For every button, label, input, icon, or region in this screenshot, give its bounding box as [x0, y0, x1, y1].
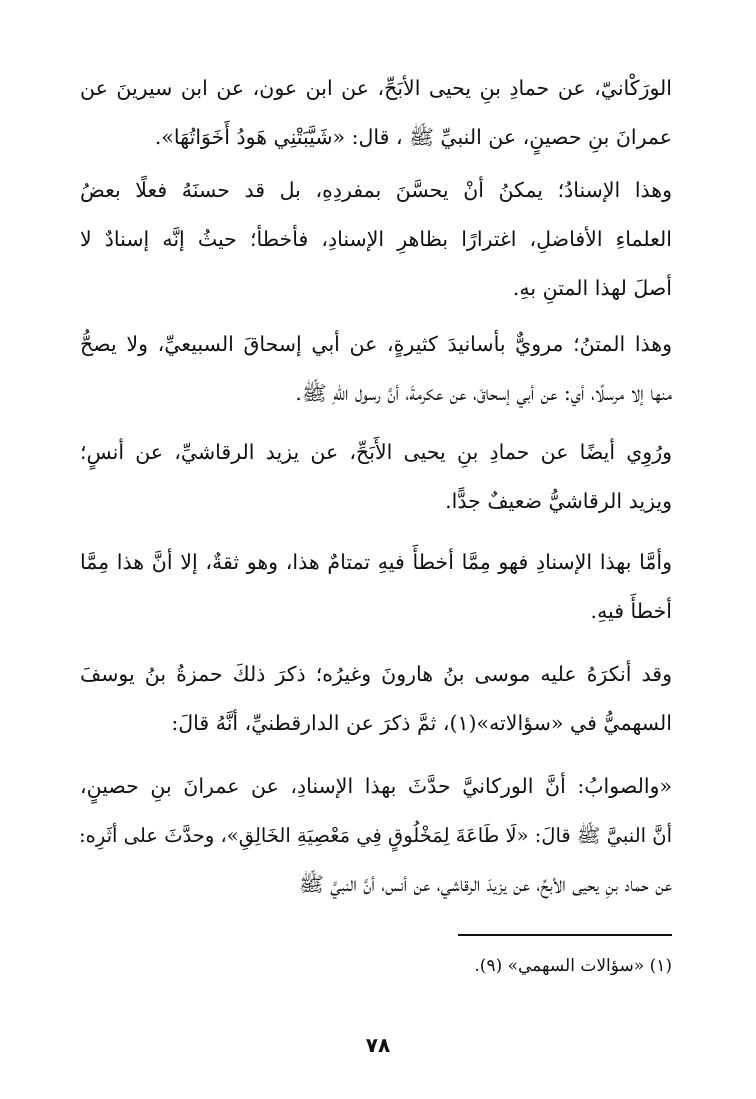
paragraph-line: وأمَّا بهذا الإسنادِ فهو مِمَّا أخطأَ فيهِ تمتامٌ هذا، وهو ثقةٌ، إلا أنَّ هذا مِمَّا — [80, 550, 672, 574]
paragraph-5 — [80, 538, 672, 636]
paragraph-line: وهذا الإسنادُ؛ يمكنُ أنْ يحسَّنَ بمفردِهِ، بل قد حسنَهُ فعلًا بعضُ — [80, 178, 672, 202]
paragraph-line: ويزيد الرقاشيُّ ضعيفٌ جدًّا. — [445, 489, 672, 513]
paragraph-line: عمرانَ بنِ حصينٍ، عن النبيِّ ﷺ ، قال: «شَيَّبَتْنِي هَودُ أَخَوَاتُهَا». — [154, 125, 672, 149]
paragraph-line: الورَكْانيّ، عن حمادِ بنِ يحيى الأبَحِّ، عن ابن عون، عن ابن سيرينَ عن — [80, 76, 672, 100]
paragraph-3 — [80, 320, 672, 418]
paragraph-line: السهميُّ في «سؤالاته»(١)، ثمَّ ذكرَ عن الدارقطنيِّ، أنَّهُ قالَ: — [171, 711, 672, 735]
footnote-divider — [458, 934, 672, 936]
paragraph-line: وقد أنكرَهُ عليه موسى بنُ هارونَ وغيرُه؛ ذكرَ ذلكَ حمزةُ بنُ يوسفَ — [80, 662, 672, 686]
paragraph-line: أخطأَ فيهِ. — [590, 599, 672, 623]
paragraph-line: أنَّ النبيَّ ﷺ قالَ: «لَا طَاعَةَ لِمَخْلُوقٍ فِي مَعْصِيَةِ الخَالِقِ»، وحدَّثَ على أثَرِه: — [79, 824, 672, 847]
footnote: (١) «سؤالات السهمي» (٩). — [474, 956, 672, 976]
page-number: ٧٨ — [365, 1033, 391, 1057]
paragraph-6 — [80, 650, 672, 748]
paragraph-line: منها إلا مرسلًا، أي: عن أبي إسحاقَ، عن عكرمةَ، أنَّ رسول اللّهِ ﷺ. — [295, 381, 672, 405]
paragraph-4 — [80, 428, 672, 526]
paragraph-line: أصلَ لهذا المتنِ بهِ. — [512, 276, 672, 300]
paragraph-2 — [80, 166, 672, 313]
paragraph-line: عن حماد بنِ يحيى الأبحِّ، عن يزيدَ الرقاشي، عن أنس، أنَّ النبيَّ ﷺ — [299, 872, 672, 896]
paragraph-line: «والصوابُ: أنَّ الوركانيَّ حدَّثَ بهذا الإسنادِ، عن عمرانَ بنِ حصينٍ، — [80, 774, 672, 798]
paragraph-line: وهذا المتنُ؛ مرويٌّ بأسانيدَ كثيرةٍ، عن أبي إسحاقَ السبيعيِّ، ولا يصحُّ — [80, 332, 672, 356]
paragraph-line: العلماءِ الأفاضلِ، اغترارًا بظاهرِ الإسنادِ، فأخطأ؛ حيثُ إنَّه إسنادٌ لا — [80, 227, 672, 251]
paragraph-7 — [80, 762, 672, 909]
paragraph-1 — [80, 64, 672, 162]
paragraph-line: ورُوِي أيضًا عن حمادِ بنِ يحيى الأَبَحِّ، عن يزيد الرقاشيِّ، عن أنسٍ؛ — [80, 440, 672, 464]
